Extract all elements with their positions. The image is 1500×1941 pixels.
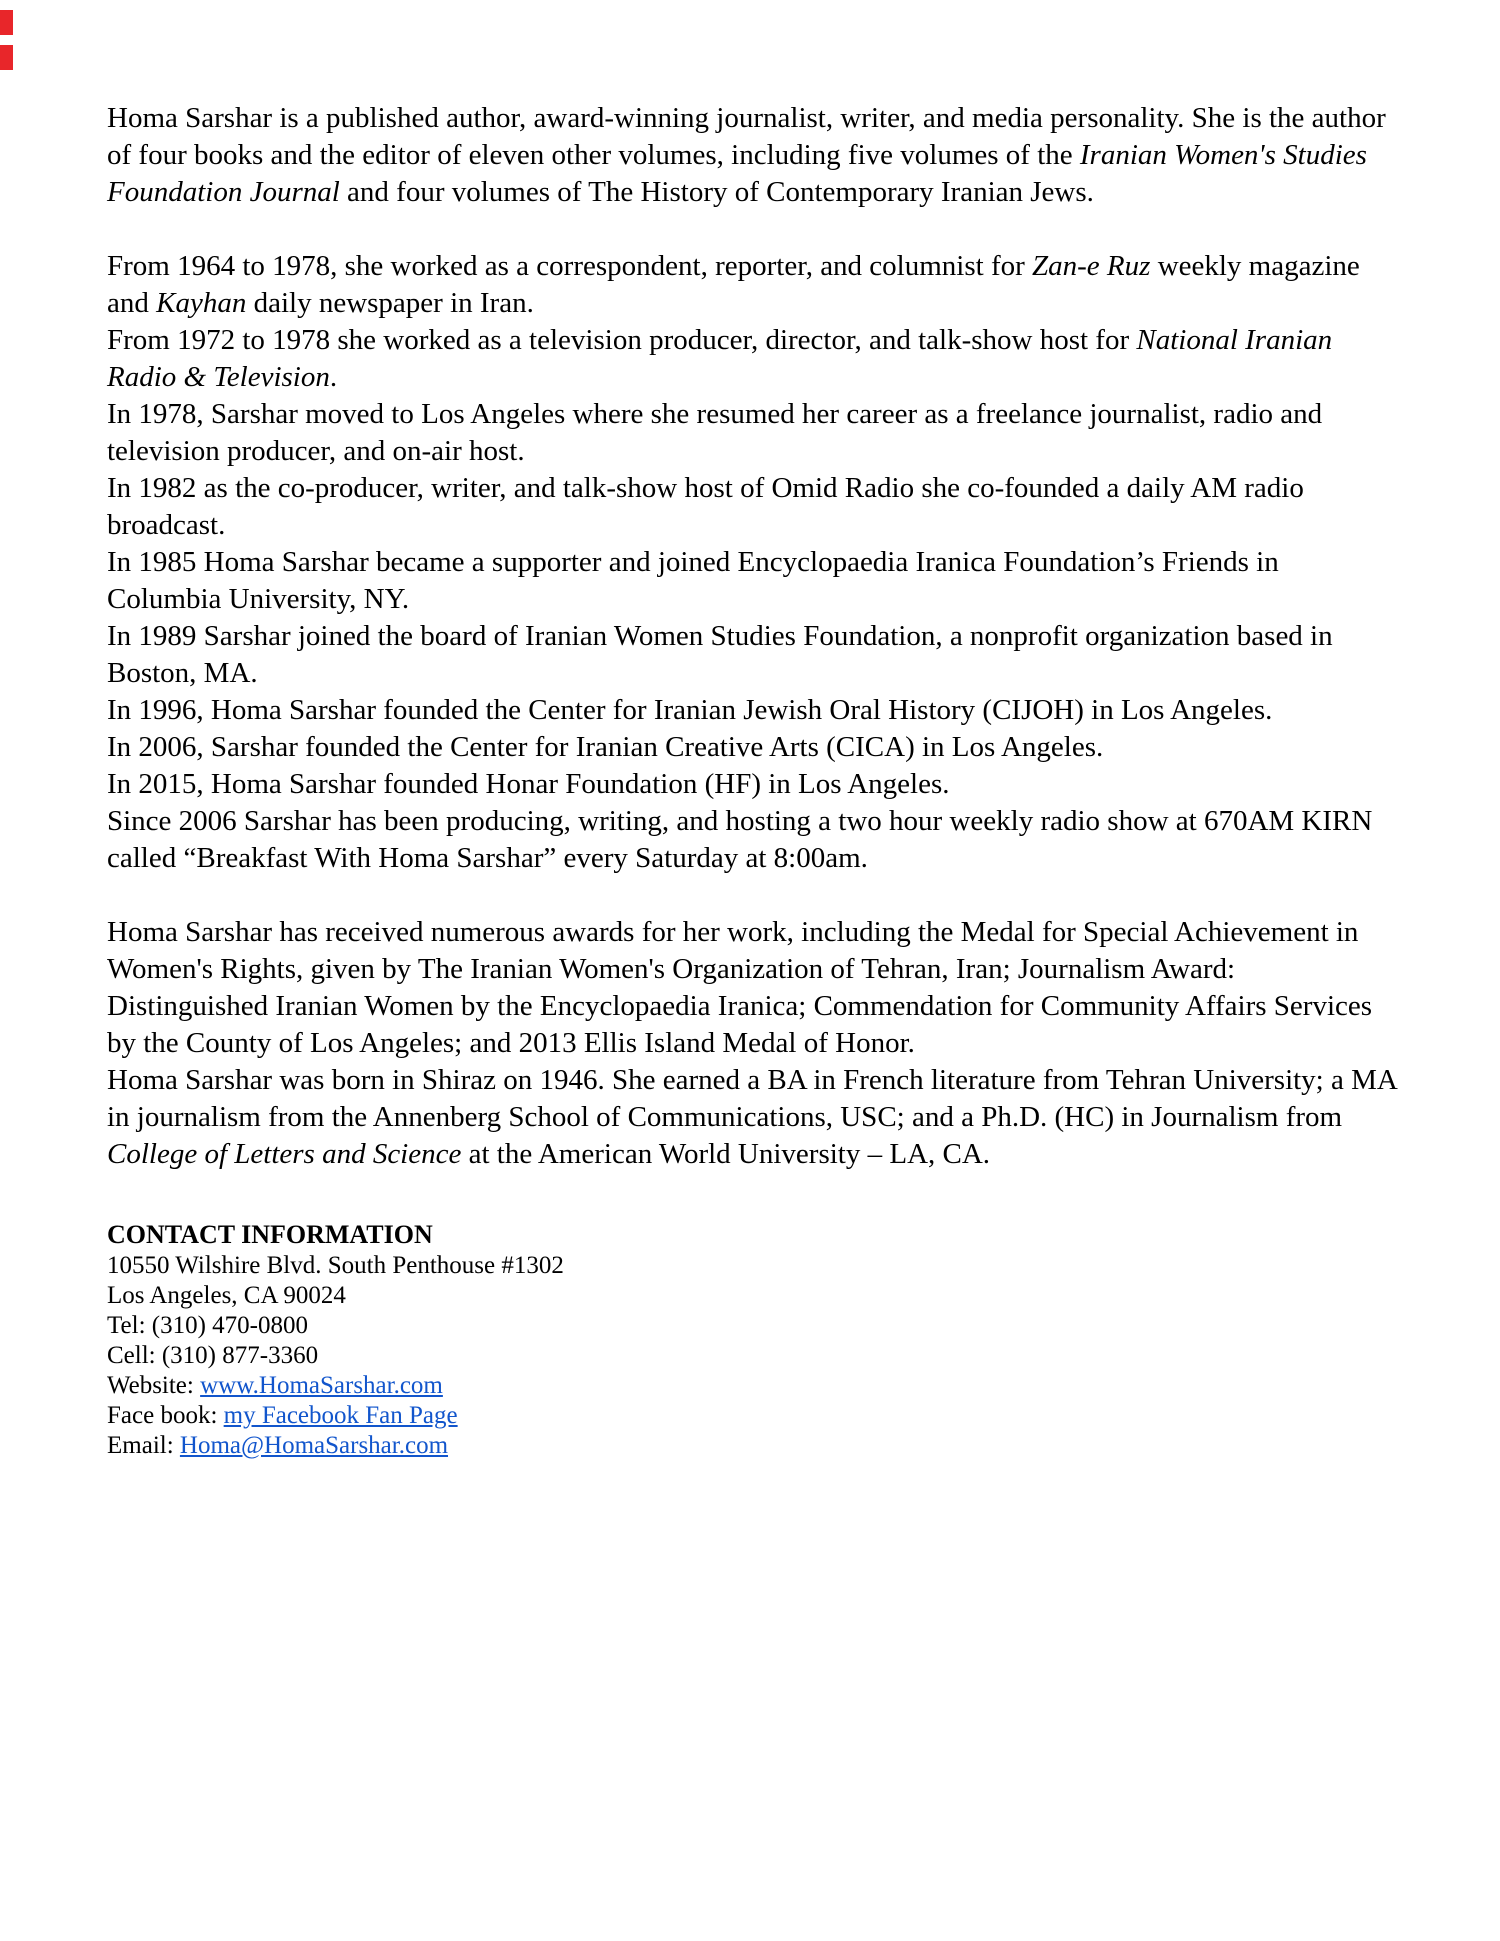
text-run: In 1982 as the co-producer, writer, and talk-show host of Omid Radio she co-founded a daily AM radio broadcast. (107, 472, 1304, 541)
text-run: Website: (107, 1372, 201, 1399)
bio-paragraph (107, 729, 1400, 766)
facebook-link[interactable]: my Facebook Fan Page (223, 1402, 458, 1429)
bio-paragraph (107, 692, 1400, 729)
text-run: daily newspaper in Iran. (246, 287, 534, 319)
bio-paragraph (107, 1062, 1400, 1173)
bio-content (107, 100, 1400, 1461)
text-run: In 1978, Sarshar moved to Los Angeles where she resumed her career as a freelance journalist, radio and television producer, and on-air host. (107, 398, 1323, 467)
contact-line-cell (107, 1341, 1400, 1371)
text-run: Cell: (310) 877-3360 (107, 1342, 319, 1369)
text-run: Los Angeles, CA 90024 (107, 1282, 346, 1309)
text-run: Homa Sarshar was born in Shiraz on 1946. She earned a BA in French literature from Tehran University; a MA in journalism from the Annenberg School of Communications, USC; and a Ph.D. (HC) in Journalism from (107, 1064, 1397, 1133)
contact-line-website (107, 1371, 1400, 1401)
bio-paragraph (107, 618, 1400, 692)
text-run: Homa Sarshar is a published author, award-winning journalist, writer, and media personality. She is the author of four books and the editor of eleven other volumes, including five volumes of the (107, 102, 1386, 171)
text-run: Homa Sarshar has received numerous awards for her work, including the Medal for Special Achievement in Women's Rights, given by The Iranian Women's Organization of Tehran, Iran; Journalism Award: Distinguished Iranian Women by the Encyclopaedia Iranica; Commendation for Community Affairs Services by the County of Los Angeles; and 2013 Ellis Island Medal of Honor. (107, 916, 1373, 1059)
scan-artifact-mark (0, 10, 13, 35)
contact-heading: CONTACT INFORMATION (107, 1220, 433, 1249)
bio-paragraph (107, 322, 1400, 396)
text-run: College of Letters and Science (107, 1138, 462, 1170)
text-run: at the American World University – LA, CA. (461, 1138, 991, 1170)
text-run: In 2006, Sarshar founded the Center for Iranian Creative Arts (CICA) in Los Angeles. (107, 731, 1104, 763)
bio-paragraph (107, 396, 1400, 470)
text-run: 10550 Wilshire Blvd. South Penthouse #1302 (107, 1252, 564, 1279)
contact-line-address2 (107, 1281, 1400, 1311)
text-run: National Iranian Radio & Television (107, 324, 1333, 393)
text-run: In 1989 Sarshar joined the board of Iranian Women Studies Foundation, a nonprofit organization based in Boston, MA. (107, 620, 1333, 689)
email-link[interactable]: Homa@HomaSarshar.com (179, 1432, 449, 1459)
bio-paragraph (107, 470, 1400, 544)
text-run: In 1996, Homa Sarshar founded the Center for Iranian Jewish Oral History (CIJOH) in Los Angeles. (107, 694, 1273, 726)
bio-paragraph (107, 803, 1400, 877)
contact-line-tel (107, 1311, 1400, 1341)
text-run: . (329, 361, 338, 393)
text-run: Tel: (310) 470-0800 (107, 1312, 308, 1339)
contact-line-facebook (107, 1401, 1400, 1431)
contact-section (107, 1219, 1400, 1461)
text-run: and four volumes of The History of Contemporary Iranian Jews. (339, 176, 1094, 208)
contact-line-email (107, 1431, 1400, 1461)
bio-paragraph (107, 248, 1400, 322)
text-run: Email: (107, 1432, 180, 1459)
text-run: Face book: (107, 1402, 224, 1429)
text-run: From 1972 to 1978 she worked as a television producer, director, and talk-show host for (107, 324, 1137, 356)
text-run: From 1964 to 1978, she worked as a correspondent, reporter, and columnist for (107, 250, 1033, 282)
text-run: Kayhan (156, 287, 247, 319)
text-run: Since 2006 Sarshar has been producing, writing, and hosting a two hour weekly radio show at 670AM KIRN called “Breakfast With Homa Sarshar” every Saturday at 8:00am. (107, 805, 1373, 874)
bio-paragraph (107, 100, 1400, 211)
bio-paragraph (107, 766, 1400, 803)
contact-line-address1 (107, 1251, 1400, 1281)
text-run: Zan-e Ruz (1032, 250, 1151, 282)
website-link[interactable]: www.HomaSarshar.com (200, 1372, 443, 1399)
scan-artifact-mark (0, 45, 13, 70)
text-run: weekly magazine and (107, 250, 1360, 319)
text-run: Iranian Women's Studies Foundation Journal (107, 139, 1367, 208)
bio-paragraph (107, 914, 1400, 1062)
text-run: In 1985 Homa Sarshar became a supporter and joined Encyclopaedia Iranica Foundation’s Friends in Columbia University, NY. (107, 546, 1279, 615)
bio-paragraph (107, 544, 1400, 618)
text-run: In 2015, Homa Sarshar founded Honar Foundation (HF) in Los Angeles. (107, 768, 950, 800)
